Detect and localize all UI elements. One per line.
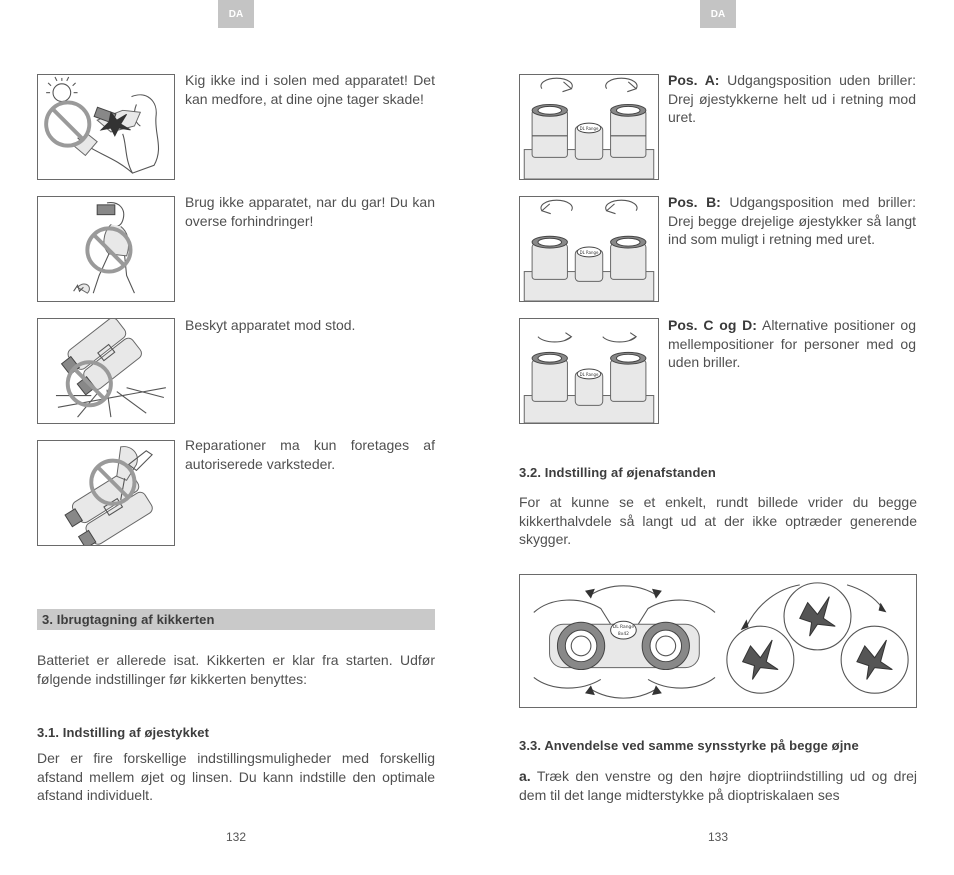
subsection-3-2-title: 3.2. Indstilling af øjenafstanden xyxy=(519,465,716,480)
binocular-brand-label-b: DL Range xyxy=(579,249,599,255)
position-a-description: Udgangsposition uden briller: Drej øjestykkerne helt ud i retning mod uret. xyxy=(668,72,917,125)
subsection-3-3-label: a. xyxy=(519,768,531,784)
subsection-3-1-text: Der er fire forskellige indstillingsmuligheder med forskellig afstand mellem øjet og linsen. Du kann indstille den optimale afstand individuelt. xyxy=(37,750,435,803)
subsection-3-2-text: For at kunne se et enkelt, rundt billede vrider du begge kikkerthalvdele så langt ud at der ikke optræder generende skygger. xyxy=(519,494,917,547)
warning-text-sun: Kig ikke ind i solen med apparatet! Det kan medfore, at dine ojne tager skade! xyxy=(185,72,435,107)
position-a-label: Pos. A: xyxy=(668,72,720,88)
subsection-3-1-title: 3.1. Indstilling af øjestykket xyxy=(37,725,210,740)
position-a-text xyxy=(668,71,916,127)
subsection-3-3-text xyxy=(519,767,917,804)
warning-text-repair: Reparationer ma kun foretages af autoriserede varksteder. xyxy=(185,437,435,472)
binocular-brand-label-c: DL Range xyxy=(579,371,599,377)
warning-text-walking: Brug ikke apparatet, nar du gar! Du kan overse forhindringer! xyxy=(185,194,435,229)
page-number-right: 133 xyxy=(707,830,729,844)
sun-warning-icon xyxy=(37,74,175,180)
subsection-3-3-description: Træk den venstre og den højre dioptriindstilling ud og drej dem til det lange midterstykke på dioptriskalaen ses xyxy=(519,768,918,803)
page-number-left: 132 xyxy=(225,830,247,844)
position-c-d-text xyxy=(668,316,916,372)
binocular-model-label: 8x42 xyxy=(617,632,629,638)
section-3-intro: Batteriet er allerede isat. Kikkerten er klar fra starten. Udfør følgende indstillinger før kikkerten benyttes: xyxy=(37,652,435,687)
subsection-3-3-title: 3.3. Anvendelse ved samme synsstyrke på begge øjne xyxy=(519,738,859,753)
repair-warning-icon xyxy=(37,440,175,546)
warning-text-impact: Beskyt apparatet mod stod. xyxy=(185,317,356,333)
impact-warning-icon xyxy=(37,318,175,424)
eyecup-position-b-figure xyxy=(519,196,659,302)
position-c-d-description: Alternative positioner og mellempositioner for personer med og uden briller. xyxy=(668,317,916,370)
section-3-heading: 3. Ibrugtagning af kikkerten xyxy=(37,609,435,630)
position-b-label: Pos. B: xyxy=(668,194,721,210)
position-b-text xyxy=(668,193,916,249)
language-tab-left: DA xyxy=(218,0,254,28)
position-c-d-label: Pos. C og D: xyxy=(668,317,757,333)
eyecup-position-a-figure xyxy=(519,74,659,180)
binocular-brand-label-d: DL Range xyxy=(612,625,635,631)
language-tab-right: DA xyxy=(700,0,736,28)
position-b-description: Udgangsposition med briller: Drej begge drejelige øjestykker så langt ind som muligt i retning med uret. xyxy=(668,194,916,247)
eyecup-position-c-d-figure xyxy=(519,318,659,424)
binocular-brand-label-a: DL Range xyxy=(579,125,599,131)
walking-warning-icon xyxy=(37,196,175,302)
interpupillary-distance-figure xyxy=(519,574,917,708)
